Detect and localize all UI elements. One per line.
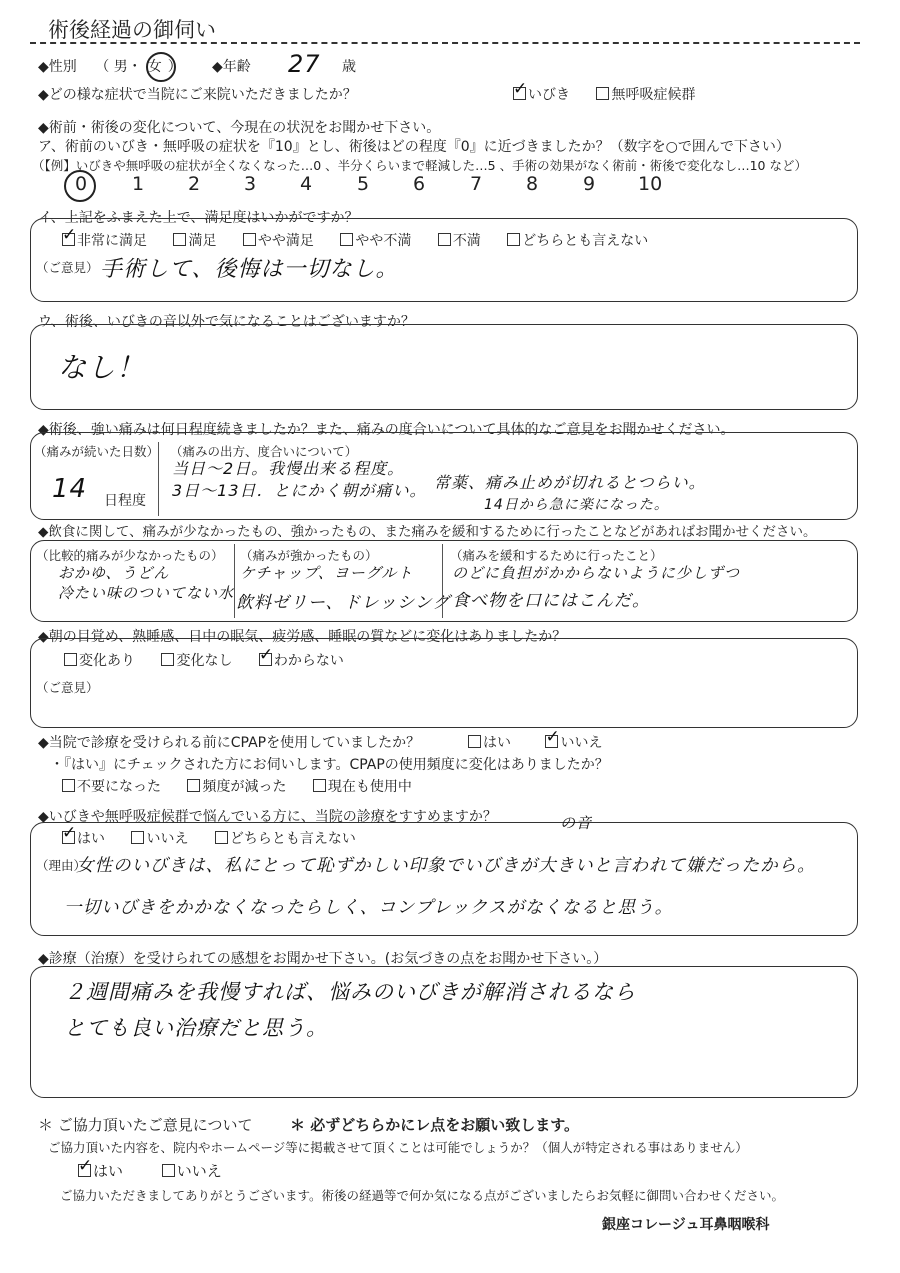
footer-thanks: ご協力いただきましてありがとうございます。術後の経過等で何か気になる点がございましたらお気軽に御問い合わせください。 — [60, 1188, 785, 1203]
food-relief-line[interactable]: 食べ物を口にはこんだ。 — [452, 591, 650, 611]
food-less-line[interactable]: 冷たい味のついてない水 — [58, 584, 235, 602]
other-concerns-box — [30, 324, 858, 410]
impression-line[interactable]: ２週間痛みを我慢すれば、悩みのいびきが解消されるなら — [64, 980, 636, 1004]
sleep-question: ◆朝の目覚め、熟睡感、日中の眠気、疲労感、睡眠の質などに変化はありましたか？ — [38, 629, 567, 645]
satisfaction-opinion[interactable]: 手術して、後悔は一切なし。 — [100, 257, 399, 282]
checkbox-icon — [62, 233, 75, 246]
checkbox-icon — [438, 233, 451, 246]
cpap-option-yes[interactable]: はい — [468, 735, 511, 751]
recommend-option-no[interactable]: いいえ — [131, 831, 188, 847]
satisfaction-option-somewhat-dissatisfied[interactable]: やや不満 — [340, 233, 411, 249]
opinion-label: （ご意見） — [36, 260, 99, 275]
symptom-options — [513, 84, 695, 104]
symptom-option-snoring[interactable]: ✓ いびき — [513, 87, 570, 103]
checkbox-icon — [596, 87, 609, 100]
change-question: ◆術前・術後の変化について、今現在の状況をお聞かせ下さい。 — [38, 120, 441, 136]
satisfaction-question: イ、上記をふまえた上で、満足度はいかがですか？ — [38, 210, 359, 226]
checkbox-icon — [259, 653, 272, 666]
checkbox-icon — [545, 735, 558, 748]
footer-consent-question: ご協力頂いた内容を、院内やホームページ等に掲載させて頂くことは可能でしょうか？（個人が特定される事はありません） — [48, 1140, 748, 1155]
pain-detail-label: （痛みの出方、度合いについて） — [170, 444, 358, 459]
checkbox-icon — [468, 735, 481, 748]
checkbox-icon — [507, 233, 520, 246]
satisfaction-option-satisfied[interactable]: 満足 — [173, 233, 216, 249]
satisfaction-option-very-satisfied[interactable]: ✓非常に満足 — [62, 233, 147, 249]
checkbox-icon — [243, 233, 256, 246]
food-divider-1 — [234, 544, 235, 618]
satisfaction-option-neutral[interactable]: どちらとも言えない — [507, 233, 648, 249]
scale-1[interactable]: 1 — [132, 173, 145, 195]
consent-option-no[interactable]: いいえ — [162, 1162, 222, 1180]
other-concerns-question: ウ、術後、いびきの音以外で気になることはございますか？ — [38, 314, 415, 330]
cpap-question: ◆当院で診療を受けられる前にCPAPを使用していましたか？ — [38, 735, 421, 751]
checkbox-icon — [64, 653, 77, 666]
symptom-option-apnea[interactable]: 無呼吸症候群 — [596, 87, 695, 103]
food-strong-label: （痛みが強かったもの） — [240, 548, 378, 563]
page-title: 術後経過の御伺い — [48, 18, 216, 42]
pain-days-label: （痛みが続いた日数） — [34, 444, 160, 459]
pain-days-unit: 日程度 — [104, 493, 146, 509]
change-example: （【例】いびきや無呼吸の症状が全くなくなった…0 、半分くらいまで軽減した…5 、手術の効果がなく術前・術後で変化なし…10 など） — [32, 158, 807, 173]
food-less-line[interactable]: おかゆ、うどん — [58, 564, 170, 582]
sex-option-male[interactable]: 男 — [113, 59, 128, 75]
sleep-option-unknown[interactable]: ✓ わからない — [259, 653, 344, 669]
sex-field: ◆性別 （ 男・ 女 ） — [38, 59, 182, 75]
food-relief-label: （痛みを緩和するために行ったこと） — [450, 548, 663, 563]
checkbox-icon — [78, 1164, 91, 1177]
scale-5[interactable]: 5 — [357, 173, 370, 195]
food-strong-line[interactable]: 飲料ゼリー、ドレッシング — [236, 593, 451, 613]
sex-option-female[interactable]: 女 — [147, 59, 162, 75]
checkbox-icon — [62, 779, 75, 792]
cpap-sub-question: ・『はい』にチェックされた方にお伺いします。CPAPの使用頻度に変化はありましたか？ — [50, 757, 609, 773]
recommend-reason-label: （理由） — [36, 858, 87, 873]
cpap-sub-option-unnecessary[interactable]: 不要になった — [62, 779, 161, 795]
satisfaction-option-somewhat-satisfied[interactable]: やや満足 — [243, 233, 314, 249]
age-value[interactable]: 27 — [288, 50, 321, 78]
pain-question: ◆術後、強い痛みは何日程度続きましたか？また、痛みの度合いについて具体的なご意見をお聞かせください。 — [38, 422, 735, 438]
scale-4[interactable]: 4 — [300, 173, 313, 195]
age-unit: 歳 — [342, 59, 356, 75]
checkbox-icon — [340, 233, 353, 246]
checkbox-icon — [162, 1164, 175, 1177]
consent-option-yes[interactable]: ✓はい — [78, 1162, 123, 1180]
pain-detail-line[interactable]: 常薬、痛み止めが切れるとつらい。 — [434, 473, 706, 492]
scale-7[interactable]: 7 — [470, 173, 483, 195]
food-divider-2 — [442, 544, 443, 618]
scale-selected-circle — [64, 170, 96, 202]
scale-9[interactable]: 9 — [583, 173, 596, 195]
checkbox-icon — [131, 831, 144, 844]
title-divider — [30, 42, 860, 44]
scale-3[interactable]: 3 — [244, 173, 257, 195]
recommend-options — [62, 828, 356, 848]
recommend-option-neutral[interactable]: どちらとも言えない — [215, 831, 356, 847]
pain-detail-line[interactable]: 14日から急に楽になった。 — [484, 497, 669, 513]
sleep-opinion-label: （ご意見） — [36, 680, 99, 695]
scale-6[interactable]: 6 — [413, 173, 426, 195]
recommend-reason-line[interactable]: 一切いびきをかかなくなったらしく、コンプレックスがなくなると思う。 — [64, 898, 674, 918]
satisfaction-options — [62, 230, 648, 250]
cpap-sub-options — [62, 776, 412, 796]
checkbox-icon — [513, 87, 526, 100]
cpap-option-no[interactable]: ✓ いいえ — [545, 735, 602, 751]
recommend-option-yes[interactable]: ✓はい — [62, 831, 105, 847]
food-strong-line[interactable]: ケチャップ、ヨーグルト — [240, 564, 414, 582]
pain-detail-line[interactable]: 3日〜13日．とにかく朝が痛い。 — [172, 481, 427, 500]
footer-heading-b: ＊ 必ずどちらかにレ点をお願い致します。 — [290, 1116, 580, 1134]
food-question: ◆飲食に関して、痛みが少なかったもの、強かったもの、また痛みを緩和するために行ったことなどがあればお聞かせください。 — [38, 524, 817, 540]
clinic-name: 銀座コレージュ耳鼻咽喉科 — [602, 1217, 770, 1233]
food-relief-line[interactable]: のどに負担がかからないように少しずつ — [452, 564, 741, 582]
checkbox-icon — [62, 831, 75, 844]
sleep-option-no-change[interactable]: 変化なし — [161, 653, 232, 669]
recommend-reason-line[interactable]: 女性のいびきは、私にとって恥ずかしい印象でいびきが大きいと言われて嫌だったから。 — [76, 856, 816, 876]
cpap-sub-option-less-frequent[interactable]: 頻度が減った — [187, 779, 286, 795]
symptom-question: ◆どの様な症状で当院にご来院いただきましたか？ — [38, 87, 357, 103]
impression-line[interactable]: とても良い治療だと思う。 — [64, 1016, 328, 1040]
impression-question: ◆診療（治療）を受けられての感想をお聞かせ下さい。(お気づきの点をお聞かせ下さい。） — [38, 951, 608, 967]
pain-detail-line[interactable]: 当日〜2日。我慢出来る程度。 — [172, 459, 405, 478]
change-sub-a: ア、術前のいびき・無呼吸の症状を『10』とし、術後はどの程度『0』に近づきましたか？（数字を○で囲んで下さい） — [38, 139, 790, 155]
cpap-options — [468, 732, 602, 752]
checkbox-icon — [173, 233, 186, 246]
footer-heading-a: ＊ ご協力頂いたご意見について — [38, 1116, 253, 1134]
other-concerns-answer[interactable]: なし！ — [58, 351, 146, 384]
checkbox-icon — [313, 779, 326, 792]
satisfaction-option-dissatisfied[interactable]: 不満 — [438, 233, 481, 249]
cpap-sub-option-still-using[interactable]: 現在も使用中 — [313, 779, 412, 795]
checkbox-icon — [215, 831, 228, 844]
sex-selected-circle — [146, 52, 176, 82]
food-less-label: （比較的痛みが少なかったもの） — [36, 548, 224, 563]
sleep-option-changed[interactable]: 変化あり — [64, 653, 135, 669]
scale-2[interactable]: 2 — [188, 173, 201, 195]
recommend-insert-note[interactable]: の音 — [560, 814, 593, 832]
scale-0[interactable]: 0 — [75, 173, 88, 195]
footer-options — [78, 1160, 222, 1181]
checkbox-icon — [161, 653, 174, 666]
pain-days-value[interactable]: 14 — [52, 474, 88, 504]
sleep-options — [64, 650, 344, 670]
recommend-question: ◆いびきや無呼吸症候群で悩んでいる方に、当院の診療をすすめますか？ — [38, 809, 497, 825]
checkbox-icon — [187, 779, 200, 792]
scale-10[interactable]: 10 — [638, 173, 663, 195]
pain-divider — [158, 442, 159, 516]
age-label: ◆年齢 — [212, 59, 251, 75]
scale-8[interactable]: 8 — [526, 173, 539, 195]
